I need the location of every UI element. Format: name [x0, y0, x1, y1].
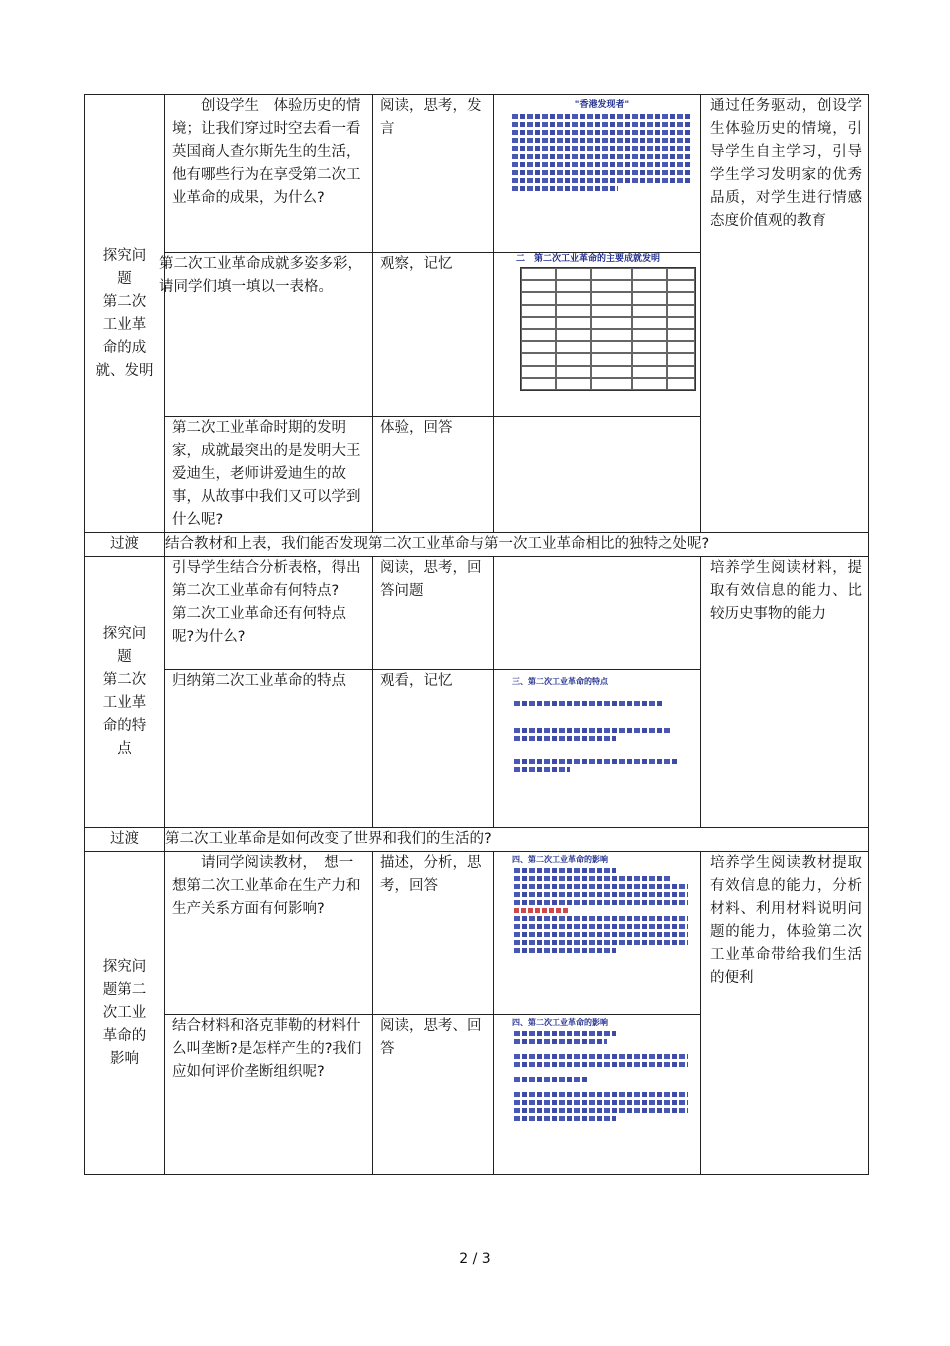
slide-title: 四、第二次工业革命的影响 [512, 855, 608, 864]
slide-table [520, 267, 696, 391]
topic-line: 第二次 [102, 293, 147, 310]
slide-text-line [512, 130, 692, 135]
transition-row [85, 828, 869, 852]
slide-text-line [512, 162, 692, 167]
slide-text-line [514, 1031, 616, 1036]
student-activity-cell [373, 557, 494, 670]
topic-line: 命的特 [102, 718, 147, 734]
topic-line: 探究问 [102, 626, 147, 642]
teacher-activity-text: 结合材料和洛克菲勒的材料什么叫垄断?是怎样产生的?我们应如何评价垄断组织呢? [172, 1018, 362, 1080]
student-activity-text: 体验，回答 [380, 420, 453, 436]
slide-text-line [514, 1100, 688, 1105]
slide-text-line [514, 1108, 688, 1113]
topic-line: 革命的 [102, 1027, 147, 1044]
slide-image-cell [494, 253, 701, 417]
topic-line: 探究问 [102, 247, 147, 264]
student-activity-text: 阅读，思考，发言 [380, 98, 482, 137]
slide-text-line [514, 884, 688, 889]
slide-title: "香港发现者" [574, 100, 630, 110]
slide-image-cell [494, 417, 701, 533]
slide-text-line [514, 1054, 688, 1059]
topic-line: 次工业 [102, 1004, 147, 1021]
slide-image-cell [494, 557, 701, 670]
slide-text-line [514, 948, 616, 953]
slide-text-line [512, 154, 692, 159]
slide-text-line [514, 940, 688, 945]
slide-text-line [514, 1077, 588, 1082]
lesson-plan-table [84, 94, 869, 1175]
slide-text-line [514, 892, 688, 897]
slide-text-line [512, 114, 692, 119]
slide-text-line [512, 178, 692, 183]
student-activity-text: 阅读，思考、回答 [380, 1018, 482, 1057]
slide-thumbnail [508, 1015, 694, 1145]
teacher-activity-cell [165, 95, 373, 253]
topic-line: 题 [117, 649, 132, 665]
slide-text-line [514, 1039, 607, 1044]
slide-title: 三、第二次工业革命的特点 [512, 677, 608, 686]
slide-text-line [514, 736, 616, 741]
slide-image-cell [494, 852, 701, 1015]
teacher-activity-cell [165, 417, 373, 533]
slide-image-cell [494, 95, 701, 253]
student-activity-cell [373, 253, 494, 417]
topic-cell [85, 852, 165, 1175]
slide-text-line [512, 186, 618, 191]
slide-text-line [514, 701, 663, 706]
topic-line: 题 [117, 270, 132, 287]
topic-line: 题第二 [102, 981, 147, 998]
topic-cell [85, 95, 165, 533]
student-activity-text: 观看，记忆 [380, 673, 453, 689]
student-activity-cell [373, 95, 494, 253]
student-activity-cell [373, 417, 494, 533]
student-activity-text: 阅读，思考，回答问题 [380, 560, 482, 599]
slide-text-line [514, 932, 688, 937]
teacher-activity-text: 引导学生结合分析表格，得出第二次工业革命有何特点? 第二次工业革命还有何特点呢?为什么? [172, 560, 369, 645]
teaching-goal-cell [701, 557, 869, 828]
slide-text-line [514, 916, 688, 921]
topic-line: 命的成 [102, 339, 147, 356]
student-activity-cell [373, 1015, 494, 1175]
table-row [85, 852, 869, 1015]
slide-text-line [512, 122, 692, 127]
slide-text-line [514, 868, 616, 873]
teaching-goal-text: 通过任务驱动，创设学生体验历史的情境，引导学生自主学习，引导学生学习发明家的优秀品质，对学生进行情感态度价值观的教育 [710, 98, 862, 229]
slide-image-cell [494, 670, 701, 828]
student-activity-text: 观察，记忆 [380, 256, 453, 272]
teacher-activity-text: 创设学生 体验历史的情境；让我们穿过时空去看一看英国商人查尔斯先生的生活， 他有哪些行为在享受第二次工业革命的成果，为什么? [172, 98, 368, 206]
topic-line: 工业革 [102, 695, 147, 711]
slide-text-line [512, 170, 692, 175]
teaching-goal-text: 培养学生阅读材料，提取有效信息的能力、比较历史事物的能力 [710, 560, 862, 622]
slide-text-line [514, 759, 678, 764]
teacher-activity-cell [165, 1015, 373, 1175]
slide-text-line [514, 908, 570, 913]
teacher-activity-text: 请同学阅读教材， 想一想第二次工业革命在生产力和生产关系方面有何影响? [172, 855, 361, 917]
topic-line: 第二次 [102, 672, 147, 688]
slide-text-line [514, 728, 672, 733]
slide-text-line [514, 1062, 688, 1067]
transition-label: 过渡 [85, 828, 165, 852]
student-activity-cell [373, 852, 494, 1015]
teacher-activity-cell [165, 852, 373, 1015]
page-number: 2 / 3 [459, 1251, 491, 1267]
slide-thumbnail [508, 852, 694, 992]
slide-text-line [514, 876, 672, 881]
slide-text-line [512, 138, 692, 143]
topic-line: 探究问 [102, 958, 147, 975]
slide-text-line [514, 767, 570, 772]
slide-text-line [512, 146, 692, 151]
topic-line: 影响 [110, 1050, 139, 1067]
teaching-goal-cell [701, 95, 869, 533]
table-row [85, 557, 869, 670]
transition-text: 结合教材和上表，我们能否发现第二次工业革命与第一次工业革命相比的独特之处呢? [165, 533, 869, 557]
teacher-activity-cell [159, 253, 373, 417]
slide-thumbnail [506, 95, 698, 225]
transition-text: 第二次工业革命是如何改变了世界和我们的生活的? [165, 828, 869, 852]
slide-title: 四、第二次工业革命的影响 [512, 1018, 608, 1027]
topic-cell [85, 557, 165, 828]
teacher-activity-text: 归纳第二次工业革命的特点 [172, 673, 346, 689]
teacher-activity-cell [165, 557, 373, 670]
slide-text-line [514, 1116, 616, 1121]
slide-text-line [514, 924, 688, 929]
student-activity-text: 描述，分析，思考，回答 [380, 855, 482, 894]
slide-text-line [514, 900, 688, 905]
topic-line: 工业革 [102, 316, 147, 333]
student-activity-cell [373, 670, 494, 828]
teaching-goal-cell [701, 852, 869, 1175]
topic-line: 点 [117, 741, 132, 757]
slide-text-line [514, 1092, 688, 1097]
slide-title: 二 第二次工业革命的主要成就发明 [516, 254, 661, 264]
transition-row [85, 533, 869, 557]
teaching-goal-text: 培养学生阅读教材提取有效信息的能力，分析材料、利用材料说明问题的能力，体验第二次工业革命带给我们生活的便利 [710, 855, 862, 986]
slide-thumbnail [508, 674, 694, 802]
teacher-activity-text: 第二次工业革命成就多姿多彩，请同学们填一填以一表格。 [159, 256, 362, 295]
transition-label: 过渡 [85, 533, 165, 557]
teacher-activity-text: 第二次工业革命时期的发明家，成就最突出的是发明大王爱迪生，老师讲爱迪生的故事，从故事中我们又可以学到什么呢? [172, 420, 361, 528]
slide-image-cell [494, 1015, 701, 1175]
table-row [85, 95, 869, 253]
topic-line: 就、发明 [95, 362, 154, 379]
teacher-activity-cell [165, 670, 373, 828]
slide-thumbnail [506, 253, 698, 393]
